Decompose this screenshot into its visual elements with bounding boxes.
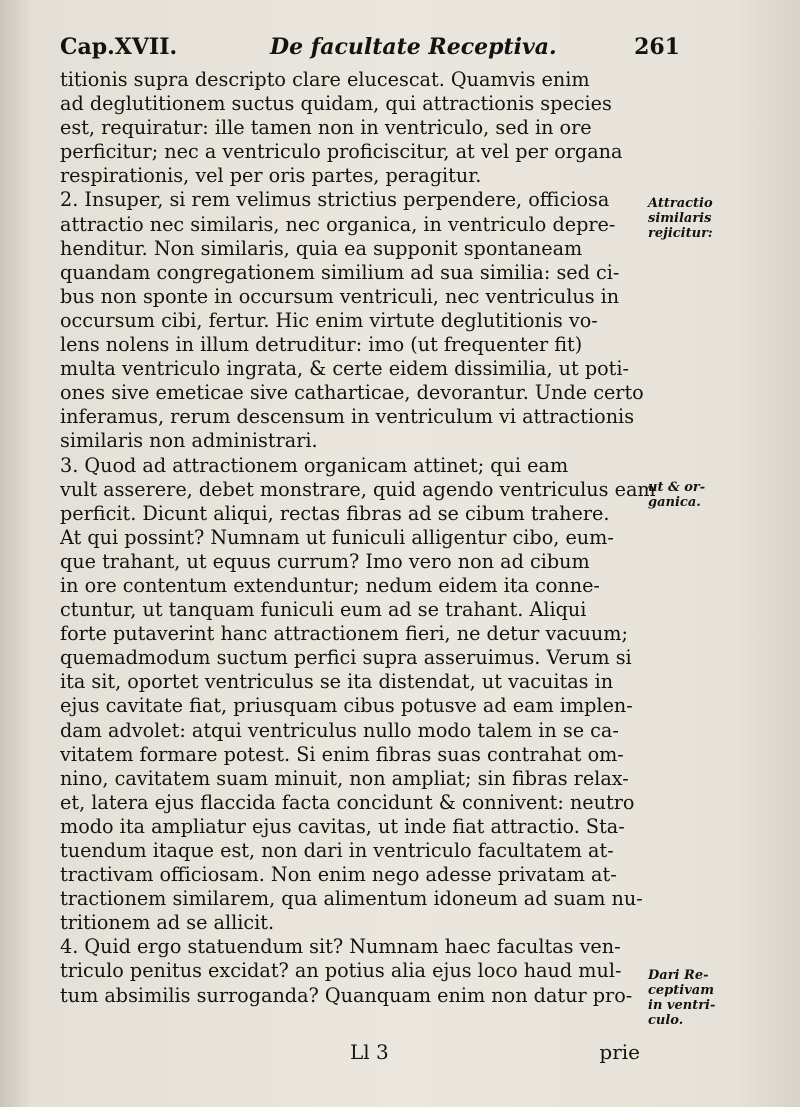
text-line: perficit. Dicunt aliqui, rectas fibras ad se cibum trahere. <box>60 501 610 525</box>
text-line: ita sit, oportet ventriculus se ita distendat, ut vacuitas in <box>60 670 614 694</box>
text-line: est, requiratur: ille tamen non in ventriculo, sed in ore <box>60 116 592 140</box>
text-line: que trahant, ut equus currum? Imo vero non ad cibum <box>60 549 590 573</box>
text-line: tritionem ad se allicit. <box>60 911 275 935</box>
margin-note-line: rejicitur: <box>648 226 713 241</box>
text-line: multa ventriculo ingrata, & certe eidem dissimilia, ut poti- <box>60 357 630 381</box>
running-title: De facultate Receptiva. <box>270 34 557 60</box>
text-line: nino, cavitatem suam minuit, non ampliat; sin fibras relax- <box>60 766 629 790</box>
margin-note-line: Attractio <box>648 196 713 211</box>
text-line: tractionem similarem, qua alimentum idoneum ad suam nu- <box>60 887 643 911</box>
text-line: At qui possint? Numnam ut funiculi alligentur cibo, eum- <box>60 525 614 549</box>
margin-note-line: similaris <box>648 211 712 226</box>
main-text <box>60 68 656 1008</box>
text-line: quandam congregationem similium ad sua similia: sed ci- <box>60 260 620 284</box>
signature-mark: Ll 3 <box>350 1040 389 1064</box>
text-line: 4. Quid ergo statuendum sit? Numnam haec facultas ven- <box>60 935 621 959</box>
text-line: tuendum itaque est, non dari in ventriculo facultatem at- <box>60 839 614 862</box>
text-line: vitatem formare potest. Si enim fibras suas contrahat om- <box>60 742 624 766</box>
text-line: respirationis, vel per oris partes, peragitur. <box>60 164 482 188</box>
page-number: 261 <box>634 34 680 60</box>
text-line: occursum cibi, fertur. Hic enim virtute deglutitionis vo- <box>60 308 598 332</box>
text-line: bus non sponte in occursum ventriculi, nec ventriculus in <box>60 284 620 308</box>
text-line: triculo penitus excidat? an potius alia ejus loco haud mul- <box>60 959 622 983</box>
margin-note-receptiva <box>648 968 728 1028</box>
text-line: forte putaverint hanc attractionem fieri, ne detur vacuum; <box>60 622 628 646</box>
text-line: attractio nec similaris, nec organica, in ventriculo depre- <box>60 212 616 236</box>
margin-note-attractio <box>648 196 728 241</box>
text-line: similaris non administrari. <box>60 429 318 453</box>
text-line: perficitur; nec a ventriculo proficiscitur, at vel per organa <box>60 140 623 164</box>
text-line: ones sive emeticae sive catharticae, devorantur. Unde certo <box>60 381 644 405</box>
text-line: vult asserere, debet monstrare, quid agendo ventriculus eam <box>60 477 656 501</box>
text-line: ad deglutitionem suctus quidam, qui attractionis species <box>60 92 612 116</box>
text-line: et, latera ejus flaccida facta concidunt & connivent: neutro <box>60 790 635 814</box>
text-line: ctuntur, ut tanquam funiculi eum ad se trahant. Aliqui <box>60 598 587 622</box>
text-line: dam advolet: atqui ventriculus nullo modo talem in se ca- <box>60 718 619 742</box>
margin-note-line: in ventri- <box>648 998 716 1013</box>
text-line: tum absimilis surroganda? Quanquam enim non datur pro- <box>60 983 633 1007</box>
margin-note-line: ceptivam <box>648 983 714 998</box>
text-line: titionis supra descripto clare elucescat. Quamvis enim <box>60 68 590 91</box>
catchword: prie <box>599 1040 640 1064</box>
running-header <box>60 34 680 64</box>
text-line: in ore contentum extenduntur; nedum eidem ita conne- <box>60 573 600 597</box>
margin-note-line: ut & or- <box>648 480 706 495</box>
margin-note-organica <box>648 480 728 510</box>
text-line: 2. Insuper, si rem velimus strictius perpendere, officiosa <box>60 188 610 212</box>
margin-note-line: culo. <box>648 1013 684 1028</box>
text-line: modo ita ampliatur ejus cavitas, ut inde fiat attractio. Sta- <box>60 814 625 838</box>
margin-note-line: Dari Re- <box>648 968 709 983</box>
chapter-heading: Cap.XVII. <box>60 34 178 60</box>
page-footer <box>60 1040 640 1066</box>
margin-note-line: ganica. <box>648 495 701 510</box>
text-line: henditur. Non similaris, quia ea supponit spontaneam <box>60 236 583 260</box>
text-line: ejus cavitate fiat, priusquam cibus potusve ad eam implen- <box>60 694 633 718</box>
text-line: lens nolens in illum detruditur: imo (ut frequenter fit) <box>60 333 583 357</box>
text-line: tractivam officiosam. Non enim nego adesse privatam at- <box>60 863 617 887</box>
text-line: 3. Quod ad attractionem organicam attinet; qui eam <box>60 453 569 477</box>
text-line: quemadmodum suctum perfici supra asseruimus. Verum si <box>60 646 632 670</box>
text-line: inferamus, rerum descensum in ventriculum vi attractionis <box>60 405 635 429</box>
